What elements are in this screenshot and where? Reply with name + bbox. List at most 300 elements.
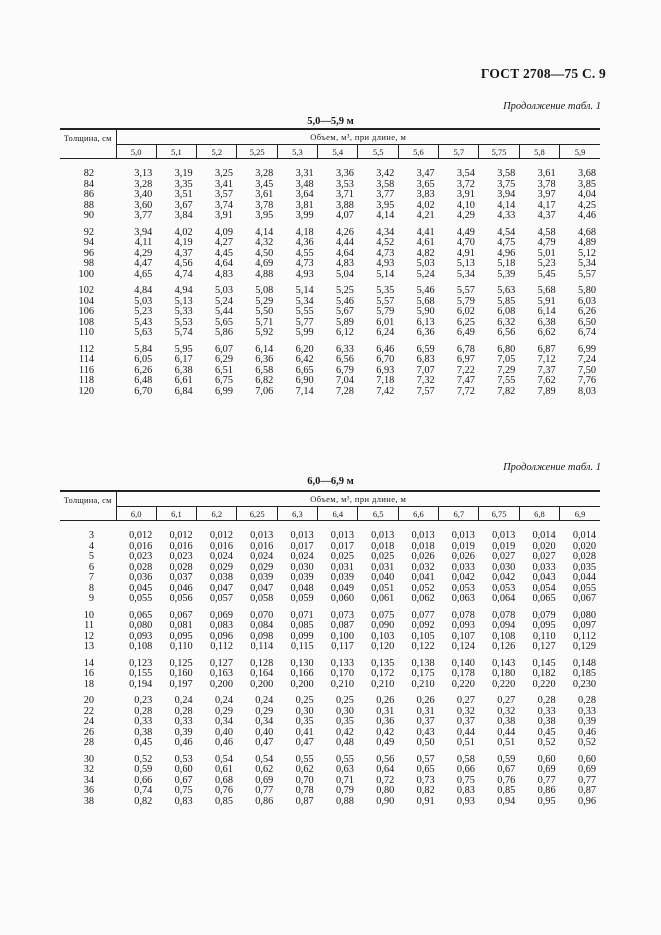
table-row: [60, 355, 600, 366]
thickness-cell: 18: [83, 678, 94, 690]
volume-cell: 0,093: [129, 630, 153, 642]
volume-cell: 0,039: [330, 572, 354, 583]
volume-cell: 6,78: [456, 343, 475, 355]
volume-cell: 4,29: [456, 210, 475, 221]
volume-cell: 6,03: [577, 295, 596, 307]
thickness-cell: 30: [83, 753, 94, 765]
volume-cell: 4,29: [134, 247, 153, 259]
volume-cell: 0,175: [411, 668, 435, 679]
volume-cell: 0,44: [456, 726, 475, 738]
volume-cell: 3,58: [376, 178, 395, 190]
thickness-cell: 86: [83, 189, 94, 200]
volume-cell: 0,042: [492, 572, 516, 583]
volume-cell: 3,71: [335, 189, 354, 200]
volume-cell: 0,064: [492, 593, 516, 604]
volume-cell: 4,18: [295, 226, 314, 238]
volume-cell: 0,27: [456, 695, 475, 706]
volume-cell: 4,91: [456, 247, 475, 259]
volume-cell: 0,031: [330, 561, 354, 573]
table-row: [60, 211, 600, 222]
volume-cell: 6,75: [214, 375, 233, 386]
volume-cell: 0,66: [134, 774, 153, 786]
volume-cell: 0,013: [250, 530, 274, 541]
volume-cell: 0,013: [411, 530, 435, 541]
volume-cell: 5,24: [416, 268, 435, 280]
volume-cell: 0,38: [537, 716, 556, 727]
volume-cell: 0,47: [255, 737, 274, 748]
volume-cell: 5,08: [255, 285, 274, 296]
volume-cell: 6,14: [537, 306, 556, 317]
volume-cell: 0,112: [573, 630, 596, 642]
volume-cell: 4,10: [456, 199, 475, 211]
thickness-cell: 12: [83, 630, 94, 642]
length-header: 6,8: [519, 507, 559, 521]
volume-cell: 5,01: [537, 247, 556, 259]
table-row: [60, 669, 600, 680]
volume-cell: 0,200: [290, 678, 314, 690]
volume-cell: 6,48: [134, 375, 153, 386]
volume-cell: 6,02: [456, 306, 475, 317]
volume-cell: 0,060: [330, 593, 354, 604]
volume-cell: 5,23: [134, 306, 153, 317]
volume-cell: 0,54: [214, 753, 233, 765]
volume-cell: 5,24: [214, 295, 233, 307]
volume-cell: 5,45: [537, 268, 556, 280]
table-row: [60, 717, 600, 728]
volume-cell: 0,166: [290, 668, 314, 679]
volume-cell: 4,14: [255, 226, 274, 238]
volume-cell: 6,17: [174, 354, 193, 365]
volume-cell: 3,36: [335, 168, 354, 179]
length-header: 5,3: [277, 145, 317, 159]
volume-cell: 0,073: [330, 609, 354, 621]
volume-cell: 0,34: [255, 716, 274, 727]
volume-cell: 3,95: [255, 210, 274, 221]
volume-cell: 0,133: [330, 657, 354, 669]
volume-cell: 0,64: [376, 764, 395, 775]
volume-cell: 0,013: [451, 530, 475, 541]
volume-cell: 6,26: [134, 364, 153, 376]
volume-cell: 0,28: [134, 705, 153, 717]
volume-cell: 5,14: [295, 285, 314, 296]
volume-cell: 5,95: [174, 343, 193, 355]
volume-cell: 0,090: [371, 620, 395, 631]
volume-cell: 4,56: [174, 258, 193, 269]
volume-cell: 3,74: [214, 199, 233, 211]
volume-cell: 0,045: [129, 582, 153, 594]
volume-cell: 0,37: [456, 716, 475, 727]
volume-cell: 6,62: [537, 327, 556, 338]
volume-cell: 6,83: [416, 354, 435, 365]
volume-cell: 0,055: [129, 593, 153, 604]
volume-cell: 4,61: [416, 237, 435, 248]
volume-cell: 0,044: [572, 572, 596, 583]
volume-cell: 0,033: [451, 561, 475, 573]
volume-cell: 6,87: [537, 343, 556, 355]
volume-cell: 4,37: [174, 247, 193, 259]
volume-cell: 0,95: [537, 795, 556, 807]
table-row: [60, 765, 600, 776]
volume-cell: 0,058: [250, 593, 274, 604]
volume-cell: 4,14: [497, 199, 516, 211]
volume-cell: 4,25: [577, 199, 596, 211]
thickness-cell: 106: [78, 306, 94, 317]
volume-cell: 0,85: [497, 785, 516, 796]
volume-cell: 6,13: [416, 316, 435, 328]
volume-cell: 5,03: [134, 295, 153, 307]
volume-cell: 0,75: [456, 774, 475, 786]
thickness-cell: 92: [83, 226, 94, 238]
volume-cell: 0,030: [492, 561, 516, 573]
volume-cell: 5,85: [497, 295, 516, 307]
volume-cell: 7,57: [416, 385, 435, 397]
volume-cell: 0,065: [129, 609, 153, 621]
volume-cell: 4,50: [255, 247, 274, 259]
volume-cell: 0,170: [330, 668, 354, 679]
volume-cell: 0,127: [209, 657, 233, 669]
volume-cell: 3,97: [537, 189, 556, 200]
volume-column-header: Объем, м³, при длине, м: [116, 129, 600, 145]
volume-cell: 3,31: [295, 168, 314, 179]
volume-cell: 5,39: [497, 268, 516, 280]
thickness-cell: 110: [78, 327, 94, 338]
volume-cell: 6,42: [295, 354, 314, 365]
volume-cell: 0,83: [174, 795, 193, 807]
volume-cell: 6,74: [577, 327, 596, 338]
volume-cell: 0,73: [416, 774, 435, 786]
volume-cell: 6,05: [134, 354, 153, 365]
volume-cell: 0,039: [250, 572, 274, 583]
volume-cell: 5,18: [497, 258, 516, 269]
volume-cell: 0,080: [129, 620, 153, 631]
volume-cell: 0,86: [255, 795, 274, 807]
volume-cell: 0,52: [537, 737, 556, 748]
volume-cell: 0,210: [330, 678, 354, 690]
volume-cell: 6,36: [255, 354, 274, 365]
volume-cell: 7,29: [497, 364, 516, 376]
volume-cell: 0,46: [214, 737, 233, 748]
thickness-cell: 32: [83, 764, 94, 775]
volume-cell: 0,74: [134, 785, 153, 796]
volume-cell: 6,99: [577, 343, 596, 355]
volume-cell: 0,31: [376, 705, 395, 717]
volume-cell: 3,40: [134, 189, 153, 200]
volume-cell: 0,47: [295, 737, 314, 748]
volume-cell: 0,087: [330, 620, 354, 631]
volume-cell: 0,046: [169, 582, 193, 594]
volume-cell: 0,155: [129, 668, 153, 679]
volume-cell: 5,25: [335, 285, 354, 296]
volume-cell: 5,57: [376, 295, 395, 307]
volume-cell: 0,027: [532, 551, 556, 562]
volume-cell: 0,114: [250, 641, 274, 652]
volume-cell: 0,053: [492, 582, 516, 594]
volume-cell: 0,33: [174, 716, 193, 727]
volume-cell: 0,042: [451, 572, 475, 583]
volume-cell: 0,014: [532, 530, 556, 541]
volume-cell: 3,45: [255, 178, 274, 190]
thickness-cell: 102: [78, 285, 94, 296]
volume-cell: 0,067: [572, 593, 596, 604]
volume-cell: 0,53: [174, 753, 193, 765]
volume-cell: 0,160: [169, 668, 193, 679]
volume-cell: 0,023: [169, 551, 193, 562]
volume-cell: 0,56: [376, 753, 395, 765]
section-title-2: 6,0—6,9 м: [307, 476, 354, 487]
volume-cell: 7,42: [376, 385, 395, 397]
volume-cell: 5,23: [537, 258, 556, 269]
thickness-cell: 120: [78, 385, 94, 397]
volume-cell: 3,65: [416, 178, 435, 190]
volume-cell: 4,37: [537, 210, 556, 221]
volume-cell: 0,33: [134, 716, 153, 727]
volume-cell: 3,68: [577, 168, 596, 179]
volume-cell: 0,052: [411, 582, 435, 594]
volume-cell: 5,71: [255, 316, 274, 328]
thickness-cell: 104: [78, 295, 94, 307]
volume-cell: 0,77: [577, 774, 596, 786]
volume-cell: 0,084: [250, 620, 274, 631]
thickness-cell: 100: [78, 268, 94, 280]
volume-table-6-0-6-9: [60, 490, 600, 807]
volume-cell: 0,067: [169, 609, 193, 621]
volume-cell: 0,93: [456, 795, 475, 807]
volume-cell: 0,041: [411, 572, 435, 583]
volume-cell: 0,28: [577, 695, 596, 706]
volume-cell: 0,027: [492, 551, 516, 562]
volume-cell: 0,30: [295, 705, 314, 717]
volume-cell: 0,220: [492, 678, 516, 690]
volume-cell: 5,57: [577, 268, 596, 280]
volume-cell: 7,72: [456, 385, 475, 397]
volume-cell: 0,46: [174, 737, 193, 748]
volume-cell: 4,47: [134, 258, 153, 269]
volume-cell: 0,036: [129, 572, 153, 583]
volume-cell: 0,138: [411, 657, 435, 669]
volume-cell: 6,82: [255, 375, 274, 386]
length-header: 5,6: [398, 145, 438, 159]
volume-cell: 0,124: [451, 641, 475, 652]
volume-cell: 4,19: [174, 237, 193, 248]
volume-cell: 3,77: [376, 189, 395, 200]
volume-cell: 0,34: [214, 716, 233, 727]
volume-cell: 0,35: [295, 716, 314, 727]
volume-cell: 0,71: [335, 774, 354, 786]
volume-cell: 0,30: [335, 705, 354, 717]
volume-cell: 3,83: [416, 189, 435, 200]
volume-cell: 4,93: [376, 258, 395, 269]
thickness-cell: 88: [83, 199, 94, 211]
length-header: 5,2: [197, 145, 237, 159]
volume-cell: 0,013: [330, 530, 354, 541]
volume-cell: 4,52: [376, 237, 395, 248]
volume-cell: 3,84: [174, 210, 193, 221]
volume-cell: 0,078: [492, 609, 516, 621]
volume-cell: 0,125: [169, 657, 193, 669]
thickness-cell: 38: [83, 795, 94, 807]
length-header: 5,1: [156, 145, 196, 159]
volume-cell: 6,46: [376, 343, 395, 355]
volume-cell: 0,87: [295, 795, 314, 807]
volume-cell: 0,66: [456, 764, 475, 775]
table-row: [60, 190, 600, 201]
volume-cell: 0,112: [210, 641, 233, 652]
volume-cell: 0,29: [214, 705, 233, 717]
thickness-cell: 14: [83, 657, 94, 669]
volume-cell: 0,33: [577, 705, 596, 717]
volume-cell: 0,44: [497, 726, 516, 738]
volume-cell: 0,40: [255, 726, 274, 738]
volume-cell: 6,26: [577, 306, 596, 317]
volume-cell: 0,200: [250, 678, 274, 690]
volume-cell: 0,83: [456, 785, 475, 796]
volume-cell: 0,135: [371, 657, 395, 669]
volume-cell: 6,97: [456, 354, 475, 365]
volume-cell: 3,94: [134, 226, 153, 238]
table-row: [60, 531, 600, 542]
volume-cell: 7,24: [577, 354, 596, 365]
volume-cell: 4,09: [214, 226, 233, 238]
volume-cell: 0,024: [209, 551, 233, 562]
volume-cell: 0,58: [456, 753, 475, 765]
volume-cell: 0,038: [209, 572, 233, 583]
volume-cell: 0,013: [492, 530, 516, 541]
volume-cell: 0,41: [295, 726, 314, 738]
volume-cell: 0,76: [214, 785, 233, 796]
volume-cell: 3,91: [456, 189, 475, 200]
volume-cell: 0,017: [330, 540, 354, 552]
volume-cell: 5,80: [577, 285, 596, 296]
volume-cell: 4,32: [255, 237, 274, 248]
thickness-cell: 6: [88, 561, 94, 573]
volume-cell: 0,46: [577, 726, 596, 738]
volume-cell: 4,73: [295, 258, 314, 269]
volume-cell: 0,123: [129, 657, 153, 669]
volume-cell: 0,079: [532, 609, 556, 621]
length-header: 5,25: [237, 145, 277, 159]
volume-cell: 0,100: [330, 630, 354, 642]
volume-cell: 0,024: [290, 551, 314, 562]
volume-cell: 5,89: [335, 316, 354, 328]
volume-cell: 5,65: [214, 316, 233, 328]
volume-cell: 6,59: [416, 343, 435, 355]
volume-cell: 0,72: [376, 774, 395, 786]
volume-cell: 0,019: [451, 540, 475, 552]
volume-cell: 7,14: [295, 385, 314, 397]
volume-cell: 5,13: [174, 295, 193, 307]
volume-cell: 3,53: [335, 178, 354, 190]
volume-cell: 4,88: [255, 268, 274, 280]
volume-cell: 0,031: [371, 561, 395, 573]
length-header: 5,75: [479, 145, 519, 159]
continuation-note-2: Продолжение табл. 1: [503, 462, 601, 473]
volume-cell: 0,91: [416, 795, 435, 807]
volume-cell: 6,07: [214, 343, 233, 355]
volume-cell: 5,43: [134, 316, 153, 328]
volume-cell: 4,89: [577, 237, 596, 248]
volume-cell: 3,35: [174, 178, 193, 190]
length-header: 6,3: [277, 507, 317, 521]
volume-cell: 0,014: [572, 530, 596, 541]
volume-cell: 0,080: [572, 609, 596, 621]
volume-cell: 4,33: [497, 210, 516, 221]
volume-cell: 0,210: [411, 678, 435, 690]
volume-cell: 5,92: [255, 327, 274, 338]
volume-cell: 5,79: [456, 295, 475, 307]
thickness-column-header: Толщина, см: [60, 129, 116, 159]
volume-cell: 0,078: [451, 609, 475, 621]
table-row: [60, 387, 600, 398]
page-header: ГОСТ 2708—75 С. 9: [480, 66, 606, 81]
volume-cell: 3,85: [577, 178, 596, 190]
volume-cell: 3,47: [416, 168, 435, 179]
volume-cell: 0,40: [214, 726, 233, 738]
volume-cell: 5,29: [255, 295, 274, 307]
volume-cell: 4,84: [134, 285, 153, 296]
volume-cell: 6,56: [335, 354, 354, 365]
volume-cell: 0,053: [451, 582, 475, 594]
volume-cell: 6,61: [174, 375, 193, 386]
volume-cell: 5,90: [416, 306, 435, 317]
volume-cell: 6,49: [456, 327, 475, 338]
volume-cell: 7,76: [577, 375, 596, 386]
volume-cell: 3,67: [174, 199, 193, 211]
volume-cell: 6,50: [577, 316, 596, 328]
volume-cell: 5,13: [456, 258, 475, 269]
volume-cell: 7,28: [335, 385, 354, 397]
volume-cell: 0,39: [577, 716, 596, 727]
volume-cell: 0,037: [169, 572, 193, 583]
table-row: [60, 169, 600, 180]
volume-cell: 0,013: [290, 530, 314, 541]
volume-cell: 0,047: [209, 582, 233, 594]
volume-cell: 0,36: [376, 716, 395, 727]
volume-cell: 4,96: [497, 247, 516, 259]
table-row: [60, 573, 600, 584]
volume-cell: 4,73: [376, 247, 395, 259]
volume-cell: 5,68: [416, 295, 435, 307]
volume-cell: 8,03: [577, 385, 596, 397]
volume-cell: 0,075: [371, 609, 395, 621]
volume-cell: 0,097: [572, 620, 596, 631]
volume-cell: 3,58: [497, 168, 516, 179]
length-header: 5,9: [560, 145, 600, 159]
volume-cell: 0,085: [290, 620, 314, 631]
volume-cell: 0,164: [250, 668, 274, 679]
length-header: 5,0: [116, 145, 156, 159]
volume-cell: 0,110: [169, 641, 193, 652]
volume-cell: 0,48: [335, 737, 354, 748]
thickness-cell: 7: [88, 572, 94, 583]
volume-cell: 5,44: [214, 306, 233, 317]
volume-cell: 6,99: [214, 385, 233, 397]
table-row: [60, 270, 600, 281]
volume-cell: 5,63: [134, 327, 153, 338]
volume-cell: 3,19: [174, 168, 193, 179]
volume-cell: 0,60: [537, 753, 556, 765]
volume-cell: 5,35: [376, 285, 395, 296]
volume-cell: 7,04: [335, 375, 354, 386]
volume-cell: 4,07: [335, 210, 354, 221]
volume-cell: 7,62: [537, 375, 556, 386]
volume-cell: 0,94: [497, 795, 516, 807]
volume-cell: 4,94: [174, 285, 193, 296]
volume-cell: 0,76: [497, 774, 516, 786]
volume-cell: 5,99: [295, 327, 314, 338]
volume-cell: 5,04: [335, 268, 354, 280]
table-row: [60, 642, 600, 653]
volume-cell: 0,55: [335, 753, 354, 765]
